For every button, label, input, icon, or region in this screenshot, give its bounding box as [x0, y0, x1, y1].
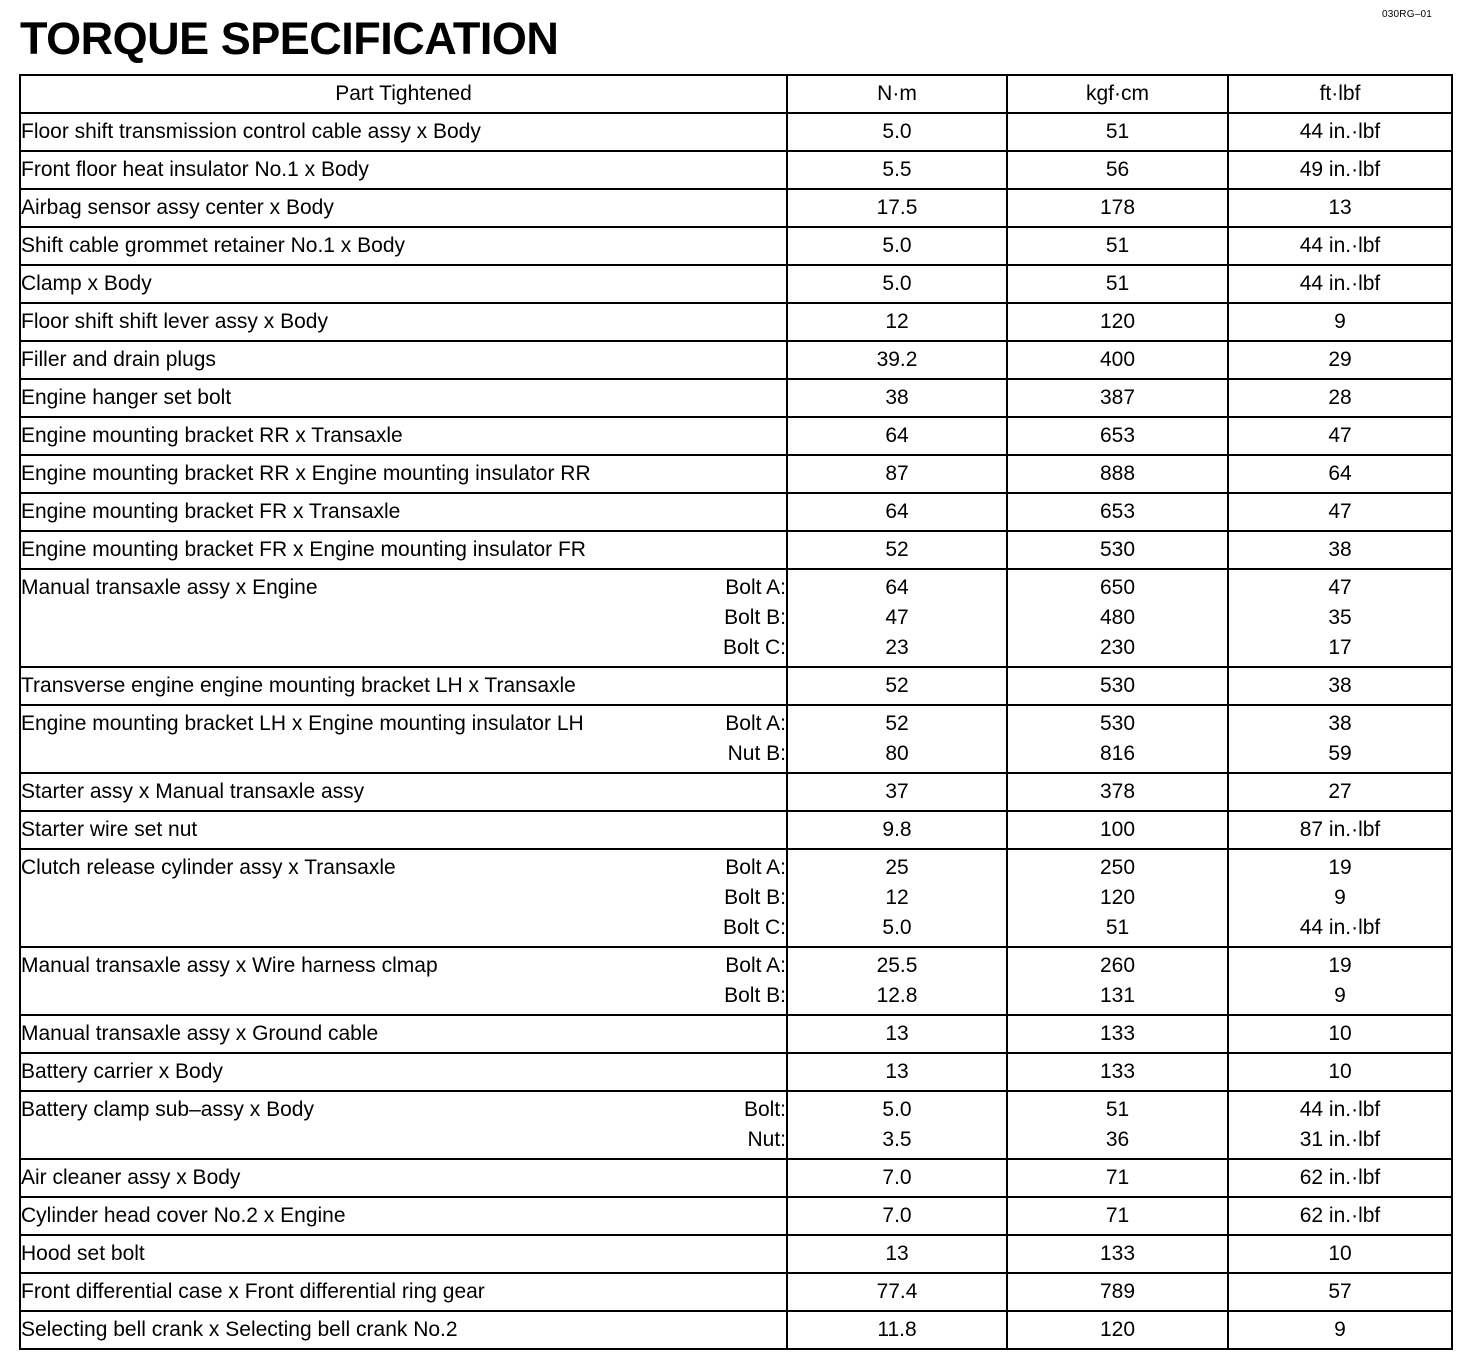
kgfcm-cell	[1007, 265, 1228, 303]
nm-cell	[787, 379, 1007, 417]
nm-value: 9.8	[882, 818, 912, 841]
ftlbf-value: 19	[1328, 954, 1352, 977]
nm-cell	[787, 1197, 1007, 1235]
part-name: Manual transaxle assy x Ground cable	[21, 1022, 379, 1045]
nm-cell	[787, 569, 1007, 667]
part-cell	[20, 189, 787, 227]
part-cell	[20, 455, 787, 493]
kgfcm-value: 530	[1099, 674, 1136, 697]
column-header-part: Part Tightened	[20, 75, 787, 113]
kgfcm-value: 51	[1105, 120, 1130, 143]
part-name: Manual transaxle assy x Wire harness clmap	[21, 954, 438, 977]
nm-value: 5.0	[882, 1098, 912, 1121]
fastener-labels	[723, 853, 786, 943]
nm-value: 13	[885, 1022, 909, 1045]
ftlbf-value: 44 in.·lbf	[1299, 234, 1381, 257]
part-name: Starter wire set nut	[21, 818, 198, 841]
ftlbf-cell	[1228, 265, 1452, 303]
kgfcm-value: 71	[1105, 1166, 1130, 1189]
ftlbf-value: 10	[1328, 1242, 1352, 1265]
part-name: Engine mounting bracket FR x Engine mounting insulator FR	[21, 538, 586, 561]
kgfcm-cell	[1007, 1197, 1228, 1235]
part-cell	[20, 849, 787, 947]
part-cell	[20, 113, 787, 151]
ftlbf-cell	[1228, 1273, 1452, 1311]
kgfcm-value: 71	[1105, 1204, 1130, 1227]
ftlbf-value: 59	[1328, 742, 1352, 765]
document-code: 030RG–01	[1382, 9, 1432, 20]
fastener-label: Bolt A:	[725, 712, 786, 735]
nm-value: 17.5	[876, 196, 918, 219]
nm-value: 13	[885, 1060, 909, 1083]
part-cell	[20, 1015, 787, 1053]
part-cell	[20, 1197, 787, 1235]
table-row	[20, 1235, 1452, 1273]
part-cell	[20, 151, 787, 189]
fastener-label: Bolt B:	[724, 606, 786, 629]
ftlbf-cell	[1228, 1091, 1452, 1159]
part-name: Air cleaner assy x Body	[21, 1166, 241, 1189]
part-cell	[20, 1311, 787, 1349]
kgfcm-cell	[1007, 151, 1228, 189]
ftlbf-value: 62 in.·lbf	[1299, 1166, 1381, 1189]
nm-value: 64	[885, 576, 909, 599]
ftlbf-value: 9	[1334, 886, 1346, 909]
nm-value: 64	[885, 424, 909, 447]
part-name: Transverse engine engine mounting bracket LH x Transaxle	[21, 674, 576, 697]
kgfcm-cell	[1007, 341, 1228, 379]
part-cell	[20, 227, 787, 265]
table-row	[20, 341, 1452, 379]
kgfcm-value: 387	[1099, 386, 1136, 409]
table-body	[20, 113, 1452, 1349]
kgfcm-value: 51	[1105, 1098, 1130, 1121]
fastener-label: Bolt B:	[724, 886, 786, 909]
nm-value: 5.5	[882, 158, 912, 181]
kgfcm-value: 133	[1099, 1242, 1136, 1265]
nm-value: 11.8	[877, 1318, 917, 1341]
ftlbf-value: 9	[1334, 310, 1346, 333]
table-row	[20, 531, 1452, 569]
fastener-labels	[723, 573, 786, 663]
fastener-label: Nut:	[747, 1128, 786, 1151]
ftlbf-value: 38	[1328, 538, 1352, 561]
nm-cell	[787, 113, 1007, 151]
nm-value: 37	[885, 780, 909, 803]
table-row	[20, 1273, 1452, 1311]
part-name: Front differential case x Front differential ring gear	[21, 1280, 485, 1303]
kgfcm-cell	[1007, 227, 1228, 265]
nm-value: 25.5	[876, 954, 918, 977]
nm-value: 5.0	[882, 120, 912, 143]
nm-cell	[787, 811, 1007, 849]
kgfcm-cell	[1007, 705, 1228, 773]
table-row	[20, 811, 1452, 849]
kgfcm-cell	[1007, 113, 1228, 151]
ftlbf-cell	[1228, 113, 1452, 151]
ftlbf-value: 19	[1328, 856, 1352, 879]
kgfcm-value: 650	[1099, 576, 1136, 599]
kgfcm-value: 120	[1099, 886, 1136, 909]
ftlbf-cell	[1228, 227, 1452, 265]
part-cell	[20, 667, 787, 705]
ftlbf-value: 9	[1334, 1318, 1346, 1341]
part-name: Selecting bell crank x Selecting bell crank No.2	[21, 1318, 458, 1341]
kgfcm-cell	[1007, 947, 1228, 1015]
nm-cell	[787, 455, 1007, 493]
part-cell	[20, 265, 787, 303]
ftlbf-cell	[1228, 811, 1452, 849]
nm-cell	[787, 1273, 1007, 1311]
kgfcm-cell	[1007, 1273, 1228, 1311]
ftlbf-value: 47	[1328, 500, 1352, 523]
kgfcm-cell	[1007, 189, 1228, 227]
kgfcm-cell	[1007, 667, 1228, 705]
table-row	[20, 379, 1452, 417]
nm-cell	[787, 1311, 1007, 1349]
fastener-label: Bolt C:	[722, 916, 786, 939]
ftlbf-cell	[1228, 1235, 1452, 1273]
part-name: Engine mounting bracket FR x Transaxle	[21, 500, 401, 523]
kgfcm-value: 653	[1099, 424, 1136, 447]
nm-cell	[787, 227, 1007, 265]
ftlbf-cell	[1228, 667, 1452, 705]
ftlbf-cell	[1228, 303, 1452, 341]
fastener-label: Bolt B:	[724, 984, 786, 1007]
column-header-ftlbf: ft·lbf	[1228, 75, 1452, 113]
fastener-label: Bolt:	[743, 1098, 786, 1121]
table-row	[20, 189, 1452, 227]
ftlbf-cell	[1228, 947, 1452, 1015]
kgfcm-cell	[1007, 773, 1228, 811]
nm-value: 87	[885, 462, 909, 485]
table-row	[20, 947, 1452, 1015]
ftlbf-cell	[1228, 531, 1452, 569]
fastener-labels	[724, 951, 786, 1011]
part-name: Airbag sensor assy center x Body	[21, 196, 334, 219]
nm-value: 23	[885, 636, 909, 659]
kgfcm-value: 888	[1099, 462, 1136, 485]
nm-value: 52	[885, 538, 909, 561]
part-name: Starter assy x Manual transaxle assy	[21, 780, 365, 803]
part-name: Clamp x Body	[21, 272, 152, 295]
ftlbf-value: 47	[1328, 424, 1352, 447]
table-row	[20, 667, 1452, 705]
ftlbf-cell	[1228, 417, 1452, 455]
ftlbf-value: 38	[1328, 712, 1352, 735]
nm-value: 5.0	[882, 234, 912, 257]
kgfcm-value: 480	[1099, 606, 1136, 629]
ftlbf-value: 38	[1328, 674, 1352, 697]
kgfcm-value: 530	[1099, 712, 1136, 735]
ftlbf-value: 49 in.·lbf	[1299, 158, 1381, 181]
kgfcm-cell	[1007, 455, 1228, 493]
nm-value: 80	[885, 742, 909, 765]
ftlbf-cell	[1228, 493, 1452, 531]
ftlbf-cell	[1228, 189, 1452, 227]
ftlbf-value: 29	[1328, 348, 1352, 371]
ftlbf-value: 57	[1328, 1280, 1352, 1303]
ftlbf-value: 9	[1334, 984, 1346, 1007]
part-cell	[20, 1273, 787, 1311]
table-row	[20, 493, 1452, 531]
ftlbf-cell	[1228, 773, 1452, 811]
ftlbf-value: 28	[1328, 386, 1352, 409]
part-name: Engine mounting bracket RR x Engine mounting insulator RR	[21, 462, 591, 485]
ftlbf-value: 44 in.·lbf	[1299, 120, 1381, 143]
kgfcm-value: 789	[1099, 1280, 1136, 1303]
ftlbf-cell	[1228, 1311, 1452, 1349]
nm-cell	[787, 773, 1007, 811]
nm-value: 3.5	[882, 1128, 912, 1151]
table-row	[20, 705, 1452, 773]
nm-cell	[787, 947, 1007, 1015]
nm-cell	[787, 1159, 1007, 1197]
fastener-labels	[744, 1095, 786, 1155]
kgfcm-cell	[1007, 493, 1228, 531]
torque-specification-table	[19, 74, 1453, 1350]
kgfcm-value: 56	[1105, 158, 1130, 181]
table-row	[20, 303, 1452, 341]
part-cell	[20, 1053, 787, 1091]
kgfcm-value: 378	[1099, 780, 1136, 803]
ftlbf-cell	[1228, 455, 1452, 493]
kgfcm-value: 230	[1099, 636, 1136, 659]
part-cell	[20, 341, 787, 379]
part-name: Clutch release cylinder assy x Transaxle	[21, 856, 396, 879]
nm-value: 7.0	[882, 1204, 912, 1227]
ftlbf-value: 17	[1328, 636, 1352, 659]
kgfcm-value: 120	[1099, 1318, 1136, 1341]
fastener-label: Bolt C:	[722, 636, 786, 659]
part-name: Engine mounting bracket RR x Transaxle	[21, 424, 403, 447]
nm-value: 25	[885, 856, 909, 879]
ftlbf-cell	[1228, 1197, 1452, 1235]
kgfcm-cell	[1007, 1091, 1228, 1159]
ftlbf-value: 27	[1328, 780, 1352, 803]
part-cell	[20, 705, 787, 773]
ftlbf-value: 31 in.·lbf	[1299, 1128, 1381, 1151]
kgfcm-cell	[1007, 849, 1228, 947]
part-name: Battery carrier x Body	[21, 1060, 223, 1083]
kgfcm-value: 100	[1099, 818, 1136, 841]
kgfcm-value: 816	[1099, 742, 1136, 765]
part-cell	[20, 1235, 787, 1273]
nm-cell	[787, 705, 1007, 773]
kgfcm-value: 36	[1105, 1128, 1130, 1151]
nm-value: 5.0	[882, 272, 912, 295]
column-header-nm: N·m	[787, 75, 1007, 113]
ftlbf-cell	[1228, 849, 1452, 947]
nm-cell	[787, 265, 1007, 303]
part-cell	[20, 1091, 787, 1159]
ftlbf-cell	[1228, 151, 1452, 189]
kgfcm-value: 400	[1099, 348, 1136, 371]
nm-value: 5.0	[882, 916, 912, 939]
nm-value: 12.8	[876, 984, 918, 1007]
table-row	[20, 151, 1452, 189]
kgfcm-value: 131	[1099, 984, 1136, 1007]
part-name: Front floor heat insulator No.1 x Body	[21, 158, 369, 181]
ftlbf-value: 47	[1328, 576, 1352, 599]
ftlbf-value: 87 in.·lbf	[1299, 818, 1381, 841]
ftlbf-value: 10	[1328, 1022, 1352, 1045]
table-row	[20, 1053, 1452, 1091]
part-name: Manual transaxle assy x Engine	[21, 576, 318, 599]
kgfcm-value: 133	[1099, 1060, 1136, 1083]
nm-cell	[787, 1235, 1007, 1273]
part-name: Engine hanger set bolt	[21, 386, 232, 409]
nm-value: 47	[885, 606, 909, 629]
part-cell	[20, 569, 787, 667]
kgfcm-cell	[1007, 1311, 1228, 1349]
ftlbf-value: 44 in.·lbf	[1299, 272, 1381, 295]
fastener-label: Nut B:	[727, 742, 786, 765]
table-row	[20, 569, 1452, 667]
fastener-label: Bolt A:	[725, 576, 786, 599]
nm-value: 13	[885, 1242, 909, 1265]
part-name: Hood set bolt	[21, 1242, 145, 1265]
kgfcm-value: 51	[1105, 234, 1130, 257]
part-name: Floor shift transmission control cable assy x Body	[21, 120, 481, 143]
kgfcm-cell	[1007, 379, 1228, 417]
part-name: Battery clamp sub–assy x Body	[21, 1098, 314, 1121]
table-row	[20, 227, 1452, 265]
kgfcm-cell	[1007, 303, 1228, 341]
ftlbf-value: 35	[1328, 606, 1352, 629]
part-cell	[20, 379, 787, 417]
part-cell	[20, 303, 787, 341]
kgfcm-cell	[1007, 417, 1228, 455]
table-row	[20, 1091, 1452, 1159]
table-row	[20, 849, 1452, 947]
nm-value: 12	[885, 886, 909, 909]
nm-cell	[787, 667, 1007, 705]
kgfcm-value: 51	[1105, 916, 1130, 939]
part-cell	[20, 531, 787, 569]
nm-value: 64	[885, 500, 909, 523]
nm-cell	[787, 1091, 1007, 1159]
ftlbf-cell	[1228, 379, 1452, 417]
nm-value: 38	[885, 386, 909, 409]
kgfcm-cell	[1007, 569, 1228, 667]
nm-value: 7.0	[882, 1166, 912, 1189]
ftlbf-cell	[1228, 1015, 1452, 1053]
part-name: Shift cable grommet retainer No.1 x Body	[21, 234, 406, 257]
table-row	[20, 265, 1452, 303]
fastener-label: Bolt A:	[725, 856, 786, 879]
table-row	[20, 1311, 1452, 1349]
nm-cell	[787, 1053, 1007, 1091]
nm-value: 52	[885, 674, 909, 697]
table-row	[20, 1015, 1452, 1053]
nm-value: 77.4	[876, 1280, 918, 1303]
nm-cell	[787, 341, 1007, 379]
kgfcm-cell	[1007, 1015, 1228, 1053]
fastener-labels	[725, 709, 786, 769]
kgfcm-cell	[1007, 1235, 1228, 1273]
nm-cell	[787, 303, 1007, 341]
kgfcm-cell	[1007, 1159, 1228, 1197]
kgfcm-value: 178	[1099, 196, 1136, 219]
page-title: TORQUE SPECIFICATION	[20, 13, 559, 64]
part-name: Floor shift shift lever assy x Body	[21, 310, 328, 333]
table-header-row	[20, 75, 1452, 113]
table-row	[20, 773, 1452, 811]
ftlbf-value: 44 in.·lbf	[1299, 1098, 1381, 1121]
ftlbf-value: 44 in.·lbf	[1299, 916, 1381, 939]
kgfcm-value: 250	[1099, 856, 1136, 879]
part-cell	[20, 493, 787, 531]
ftlbf-value: 13	[1328, 196, 1352, 219]
ftlbf-value: 62 in.·lbf	[1299, 1204, 1381, 1227]
kgfcm-value: 120	[1099, 310, 1136, 333]
nm-cell	[787, 189, 1007, 227]
table-row	[20, 455, 1452, 493]
ftlbf-cell	[1228, 1053, 1452, 1091]
table-row	[20, 1159, 1452, 1197]
kgfcm-cell	[1007, 811, 1228, 849]
kgfcm-value: 530	[1099, 538, 1136, 561]
kgfcm-cell	[1007, 1053, 1228, 1091]
nm-value: 52	[885, 712, 909, 735]
nm-cell	[787, 417, 1007, 455]
nm-cell	[787, 531, 1007, 569]
kgfcm-value: 51	[1105, 272, 1130, 295]
table-row	[20, 1197, 1452, 1235]
nm-value: 12	[885, 310, 909, 333]
part-name: Cylinder head cover No.2 x Engine	[21, 1204, 346, 1227]
ftlbf-cell	[1228, 341, 1452, 379]
part-name: Engine mounting bracket LH x Engine mounting insulator LH	[21, 712, 584, 735]
kgfcm-value: 260	[1099, 954, 1136, 977]
kgfcm-cell	[1007, 531, 1228, 569]
ftlbf-value: 10	[1328, 1060, 1352, 1083]
ftlbf-cell	[1228, 705, 1452, 773]
nm-cell	[787, 151, 1007, 189]
ftlbf-cell	[1228, 1159, 1452, 1197]
fastener-label: Bolt A:	[725, 954, 786, 977]
nm-cell	[787, 493, 1007, 531]
part-cell	[20, 947, 787, 1015]
part-name: Filler and drain plugs	[21, 348, 216, 371]
table-row	[20, 113, 1452, 151]
part-cell	[20, 811, 787, 849]
nm-cell	[787, 1015, 1007, 1053]
nm-value: 39.2	[876, 348, 918, 371]
nm-cell	[787, 849, 1007, 947]
ftlbf-value: 64	[1328, 462, 1352, 485]
part-cell	[20, 417, 787, 455]
part-cell	[20, 1159, 787, 1197]
ftlbf-cell	[1228, 569, 1452, 667]
kgfcm-value: 133	[1099, 1022, 1136, 1045]
table-row	[20, 417, 1452, 455]
kgfcm-value: 653	[1099, 500, 1136, 523]
column-header-kgfcm: kgf·cm	[1007, 75, 1228, 113]
part-cell	[20, 773, 787, 811]
